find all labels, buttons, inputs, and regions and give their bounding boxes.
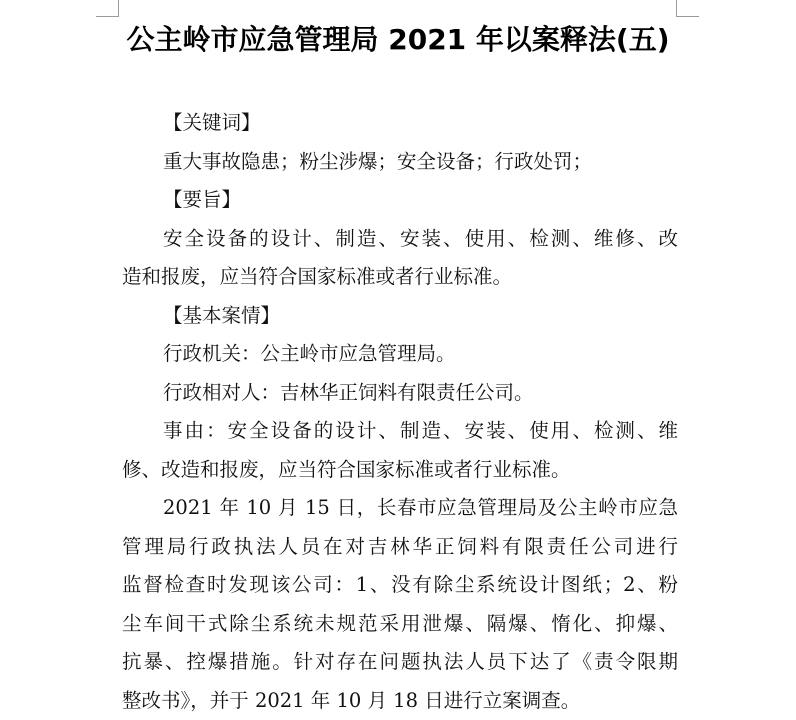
summary-text-line-2: 造和报废，应当符合国家标准或者行业标准。 (122, 258, 678, 297)
cause-text-line-1: 事由：安全设备的设计、制造、安装、使用、检测、维 (122, 412, 678, 451)
case-paragraph-line-1: 2021 年 10 月 15 日，长春市应急管理局及公主岭市应急 (122, 489, 678, 528)
document-body (122, 104, 678, 720)
case-paragraph-line-4: 尘车间干式除尘系统未规范采用泄爆、隔爆、惰化、抑爆、 (122, 605, 678, 644)
summary-heading: 【要旨】 (122, 181, 678, 220)
top-left-crop-mark (96, 0, 119, 17)
document-title: 公主岭市应急管理局 2021 年以案释法(五) (0, 20, 796, 60)
keywords-text: 重大事故隐患；粉尘涉爆；安全设备；行政处罚； (122, 143, 678, 182)
top-right-crop-mark (676, 0, 699, 17)
cause-text-line-2: 修、改造和报废，应当符合国家标准或者行业标准。 (122, 451, 678, 490)
case-paragraph-line-5: 抗暴、控爆措施。针对存在问题执法人员下达了《责令限期 (122, 643, 678, 682)
administrative-agency: 行政机关：公主岭市应急管理局。 (122, 335, 678, 374)
basic-facts-heading: 【基本案情】 (122, 297, 678, 336)
case-paragraph-line-3: 监督检查时发现该公司：1、没有除尘系统设计图纸；2、粉 (122, 566, 678, 605)
keywords-heading: 【关键词】 (122, 104, 678, 143)
case-paragraph-line-2: 管理局行政执法人员在对吉林华正饲料有限责任公司进行 (122, 528, 678, 567)
case-paragraph-line-6: 整改书》，并于 2021 年 10 月 18 日进行立案调查。 (122, 682, 678, 720)
summary-text-line-1: 安全设备的设计、制造、安装、使用、检测、维修、改 (122, 220, 678, 259)
administrative-counterpart: 行政相对人：吉林华正饲料有限责任公司。 (122, 374, 678, 413)
